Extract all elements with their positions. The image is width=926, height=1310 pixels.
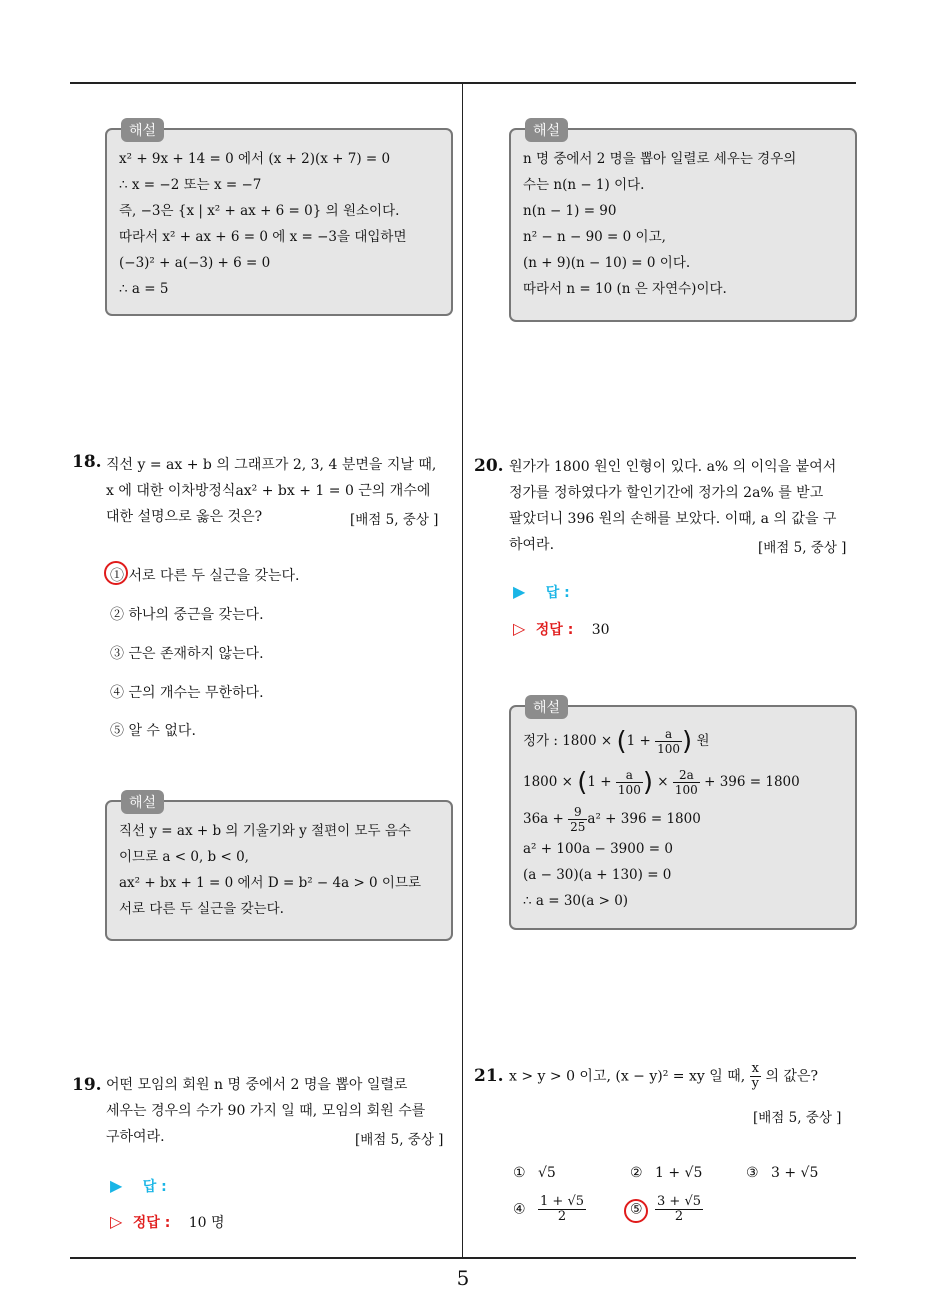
footer-rule bbox=[70, 1257, 856, 1259]
header-rule bbox=[70, 82, 856, 84]
choice-text: 근은 존재하지 않는다. bbox=[128, 646, 264, 662]
solution-box-18 bbox=[105, 795, 453, 941]
eq-text: 36a + bbox=[523, 811, 564, 827]
solution-line: 수는 n(n − 1) 이다. bbox=[523, 177, 645, 193]
stem-line: 원가가 1800 원인 인형이 있다. a% 의 이익을 붙여서 bbox=[509, 459, 837, 475]
correct-arrow-icon: ▷ bbox=[513, 619, 526, 638]
frac-num: 2a bbox=[673, 768, 700, 783]
frac-den: 100 bbox=[674, 782, 698, 797]
frac-num: 9 bbox=[568, 805, 587, 820]
answer-arrow-icon: ▶ bbox=[110, 1176, 123, 1195]
frac-den: 2 bbox=[674, 1209, 684, 1224]
solution-line: 서로 다른 두 실근을 갖는다. bbox=[119, 901, 284, 917]
choice-mark: ③ bbox=[110, 646, 124, 662]
stem-text: x > y > 0 이고, (x − y)² = xy 일 때, bbox=[509, 1068, 746, 1085]
solution-line: 따라서 n = 10 (n 은 자연수)이다. bbox=[523, 281, 727, 297]
choice-mark: ② bbox=[630, 1165, 643, 1181]
correct-label: 정답 : bbox=[535, 622, 574, 638]
solution-line: 이므로 a < 0, b < 0, bbox=[119, 849, 249, 865]
solution-box-right-top bbox=[509, 123, 857, 322]
choice-mark: ③ bbox=[746, 1165, 759, 1181]
solution-box-20 bbox=[509, 700, 857, 930]
choice-mark: ② bbox=[110, 607, 124, 623]
stem-line: 구하여라. bbox=[106, 1129, 165, 1145]
solution-line bbox=[523, 721, 843, 762]
frac-num: 1 + √5 bbox=[540, 1194, 584, 1209]
solution-tag: 해설 bbox=[121, 790, 164, 814]
eq-text: × bbox=[657, 773, 669, 790]
solution-box-17 bbox=[105, 123, 453, 316]
choice-mark: ⑤ bbox=[110, 723, 124, 739]
correct-answer-row bbox=[513, 619, 610, 639]
choice-text: 서로 다른 두 실근을 갖는다. bbox=[128, 568, 300, 584]
answer-label: 답 : bbox=[545, 585, 570, 601]
page-number: 5 bbox=[456, 1266, 470, 1290]
frac-num: a bbox=[616, 768, 643, 783]
highlight-circle bbox=[104, 561, 128, 585]
question-number-21: 21. bbox=[474, 1066, 504, 1086]
eq-text: 1 + bbox=[626, 733, 651, 749]
question-21-stem bbox=[509, 1062, 864, 1091]
stem-line: 세우는 경우의 수가 90 가지 일 때, 모임의 회원 수를 bbox=[106, 1103, 426, 1119]
fraction bbox=[568, 805, 587, 834]
stem-line bbox=[509, 1062, 864, 1091]
solution-tag: 해설 bbox=[525, 695, 568, 719]
fraction bbox=[673, 768, 700, 797]
solution-line: ∴ x = −2 또는 x = −7 bbox=[119, 177, 262, 193]
solution-tag: 해설 bbox=[525, 118, 568, 142]
eq-text: 원 bbox=[696, 733, 710, 749]
paren-open: ( bbox=[616, 726, 627, 757]
solution-line: ax² + bx + 1 = 0 에서 D = b² − 4a > 0 이므로 bbox=[119, 875, 422, 891]
correct-label: 정답 : bbox=[132, 1215, 171, 1231]
frac-num: a bbox=[655, 727, 682, 742]
choice-text: 3 + √5 bbox=[771, 1165, 819, 1181]
stem-line: 어떤 모임의 회원 n 명 중에서 2 명을 뽑아 일렬로 bbox=[106, 1077, 408, 1093]
choice-mark: ④ bbox=[110, 685, 124, 701]
eq-text: 1800 × bbox=[523, 773, 573, 790]
frac-den: 100 bbox=[657, 742, 681, 756]
answer-arrow-icon: ▶ bbox=[513, 582, 526, 601]
question-number-18: 18. bbox=[72, 452, 102, 472]
fraction bbox=[750, 1062, 761, 1091]
eq-text: 정가 : 1800 × bbox=[523, 733, 613, 749]
frac-den: 100 bbox=[617, 782, 641, 797]
choice-text: 하나의 중근을 갖는다. bbox=[128, 607, 264, 623]
stem-line: x 에 대한 이차방정식ax² + bx + 1 = 0 근의 개수에 bbox=[106, 483, 431, 499]
solution-line bbox=[523, 762, 843, 803]
solution-line: n 명 중에서 2 명을 뽑아 일렬로 세우는 경우의 bbox=[523, 151, 797, 167]
question-number-20: 20. bbox=[474, 456, 504, 476]
frac-den: 2 bbox=[557, 1209, 567, 1224]
choice-mark: ④ bbox=[513, 1201, 526, 1218]
choice-text: √5 bbox=[538, 1165, 556, 1181]
choice-mark: ① bbox=[110, 568, 124, 584]
choice-3[interactable] bbox=[746, 1165, 818, 1181]
points-label: [배점 5, 중상 ] bbox=[350, 512, 439, 528]
stem-line: 팔았더니 396 원의 손해를 보았다. 이때, a 의 값을 구 bbox=[509, 511, 837, 527]
fraction bbox=[655, 727, 682, 756]
choice-mark: ⑤ bbox=[630, 1201, 643, 1218]
answer-row bbox=[513, 582, 570, 602]
solution-line: 즉, −3은 {x | x² + ax + 6 = 0} 의 원소이다. bbox=[119, 203, 400, 219]
fraction bbox=[616, 768, 643, 797]
choice-4[interactable] bbox=[110, 682, 264, 702]
solution-line: (−3)² + a(−3) + 6 = 0 bbox=[119, 255, 271, 271]
correct-value: 30 bbox=[591, 622, 610, 638]
solution-line: a² + 100a − 3900 = 0 bbox=[523, 841, 673, 857]
fraction bbox=[538, 1195, 586, 1224]
stem-line: 정가를 정하였다가 할인기간에 정가의 2a% 를 받고 bbox=[509, 485, 824, 501]
choice-text: 근의 개수는 무한하다. bbox=[128, 685, 264, 701]
frac-num: x bbox=[750, 1062, 761, 1077]
answer-row bbox=[110, 1176, 167, 1196]
question-number-19: 19. bbox=[72, 1075, 102, 1095]
paren-close: ) bbox=[682, 726, 693, 757]
eq-text: a² + 396 = 1800 bbox=[587, 811, 701, 827]
fraction bbox=[655, 1195, 703, 1224]
eq-text: + 396 = 1800 bbox=[704, 773, 800, 790]
frac-den: y bbox=[751, 1076, 759, 1091]
answer-label: 답 : bbox=[142, 1179, 167, 1195]
choice-text: 알 수 없다. bbox=[128, 723, 196, 739]
solution-line: n(n − 1) = 90 bbox=[523, 203, 617, 219]
eq-text: 1 + bbox=[587, 773, 612, 790]
choice-1[interactable] bbox=[513, 1165, 556, 1181]
solution-tag: 해설 bbox=[121, 118, 164, 142]
solution-line: 직선 y = ax + b 의 기울기와 y 절편이 모두 음수 bbox=[119, 823, 411, 839]
paren-close: ) bbox=[642, 767, 653, 797]
choice-mark: ① bbox=[513, 1165, 526, 1181]
solution-line: (n + 9)(n − 10) = 0 이다. bbox=[523, 255, 691, 271]
points-label: [배점 5, 중상 ] bbox=[753, 1110, 842, 1126]
solution-line: ∴ a = 5 bbox=[119, 281, 169, 297]
stem-line: 하여라. bbox=[509, 537, 555, 553]
points-label: [배점 5, 중상 ] bbox=[758, 540, 847, 556]
choice-2[interactable] bbox=[110, 604, 264, 624]
correct-value: 10 명 bbox=[188, 1215, 225, 1231]
stem-text: 의 값은? bbox=[765, 1068, 818, 1085]
solution-line: 따라서 x² + ax + 6 = 0 에 x = −3을 대입하면 bbox=[119, 229, 407, 245]
highlight-circle bbox=[624, 1199, 648, 1223]
paren-open: ( bbox=[577, 767, 588, 797]
choice-1[interactable] bbox=[110, 565, 299, 585]
choice-2[interactable] bbox=[630, 1165, 702, 1181]
solution-line: ∴ a = 30(a > 0) bbox=[523, 893, 629, 909]
frac-den: 25 bbox=[570, 820, 586, 834]
correct-arrow-icon: ▷ bbox=[110, 1212, 123, 1231]
solution-line: (a − 30)(a + 130) = 0 bbox=[523, 867, 672, 883]
column-divider bbox=[462, 82, 463, 1258]
stem-line: 직선 y = ax + b 의 그래프가 2, 3, 4 분면을 지날 때, bbox=[106, 457, 437, 473]
choice-4[interactable] bbox=[513, 1195, 586, 1224]
points-label: [배점 5, 중상 ] bbox=[355, 1132, 444, 1148]
solution-line: x² + 9x + 14 = 0 에서 (x + 2)(x + 7) = 0 bbox=[119, 151, 391, 167]
correct-answer-row bbox=[110, 1212, 225, 1232]
solution-line bbox=[523, 802, 843, 836]
frac-num: 3 + √5 bbox=[657, 1194, 701, 1209]
choice-3[interactable] bbox=[110, 643, 264, 663]
solution-line: n² − n − 90 = 0 이고, bbox=[523, 229, 666, 245]
choice-5[interactable] bbox=[110, 720, 196, 740]
choice-text: 1 + √5 bbox=[655, 1165, 703, 1181]
stem-line: 대한 설명으로 옳은 것은? bbox=[106, 509, 263, 525]
